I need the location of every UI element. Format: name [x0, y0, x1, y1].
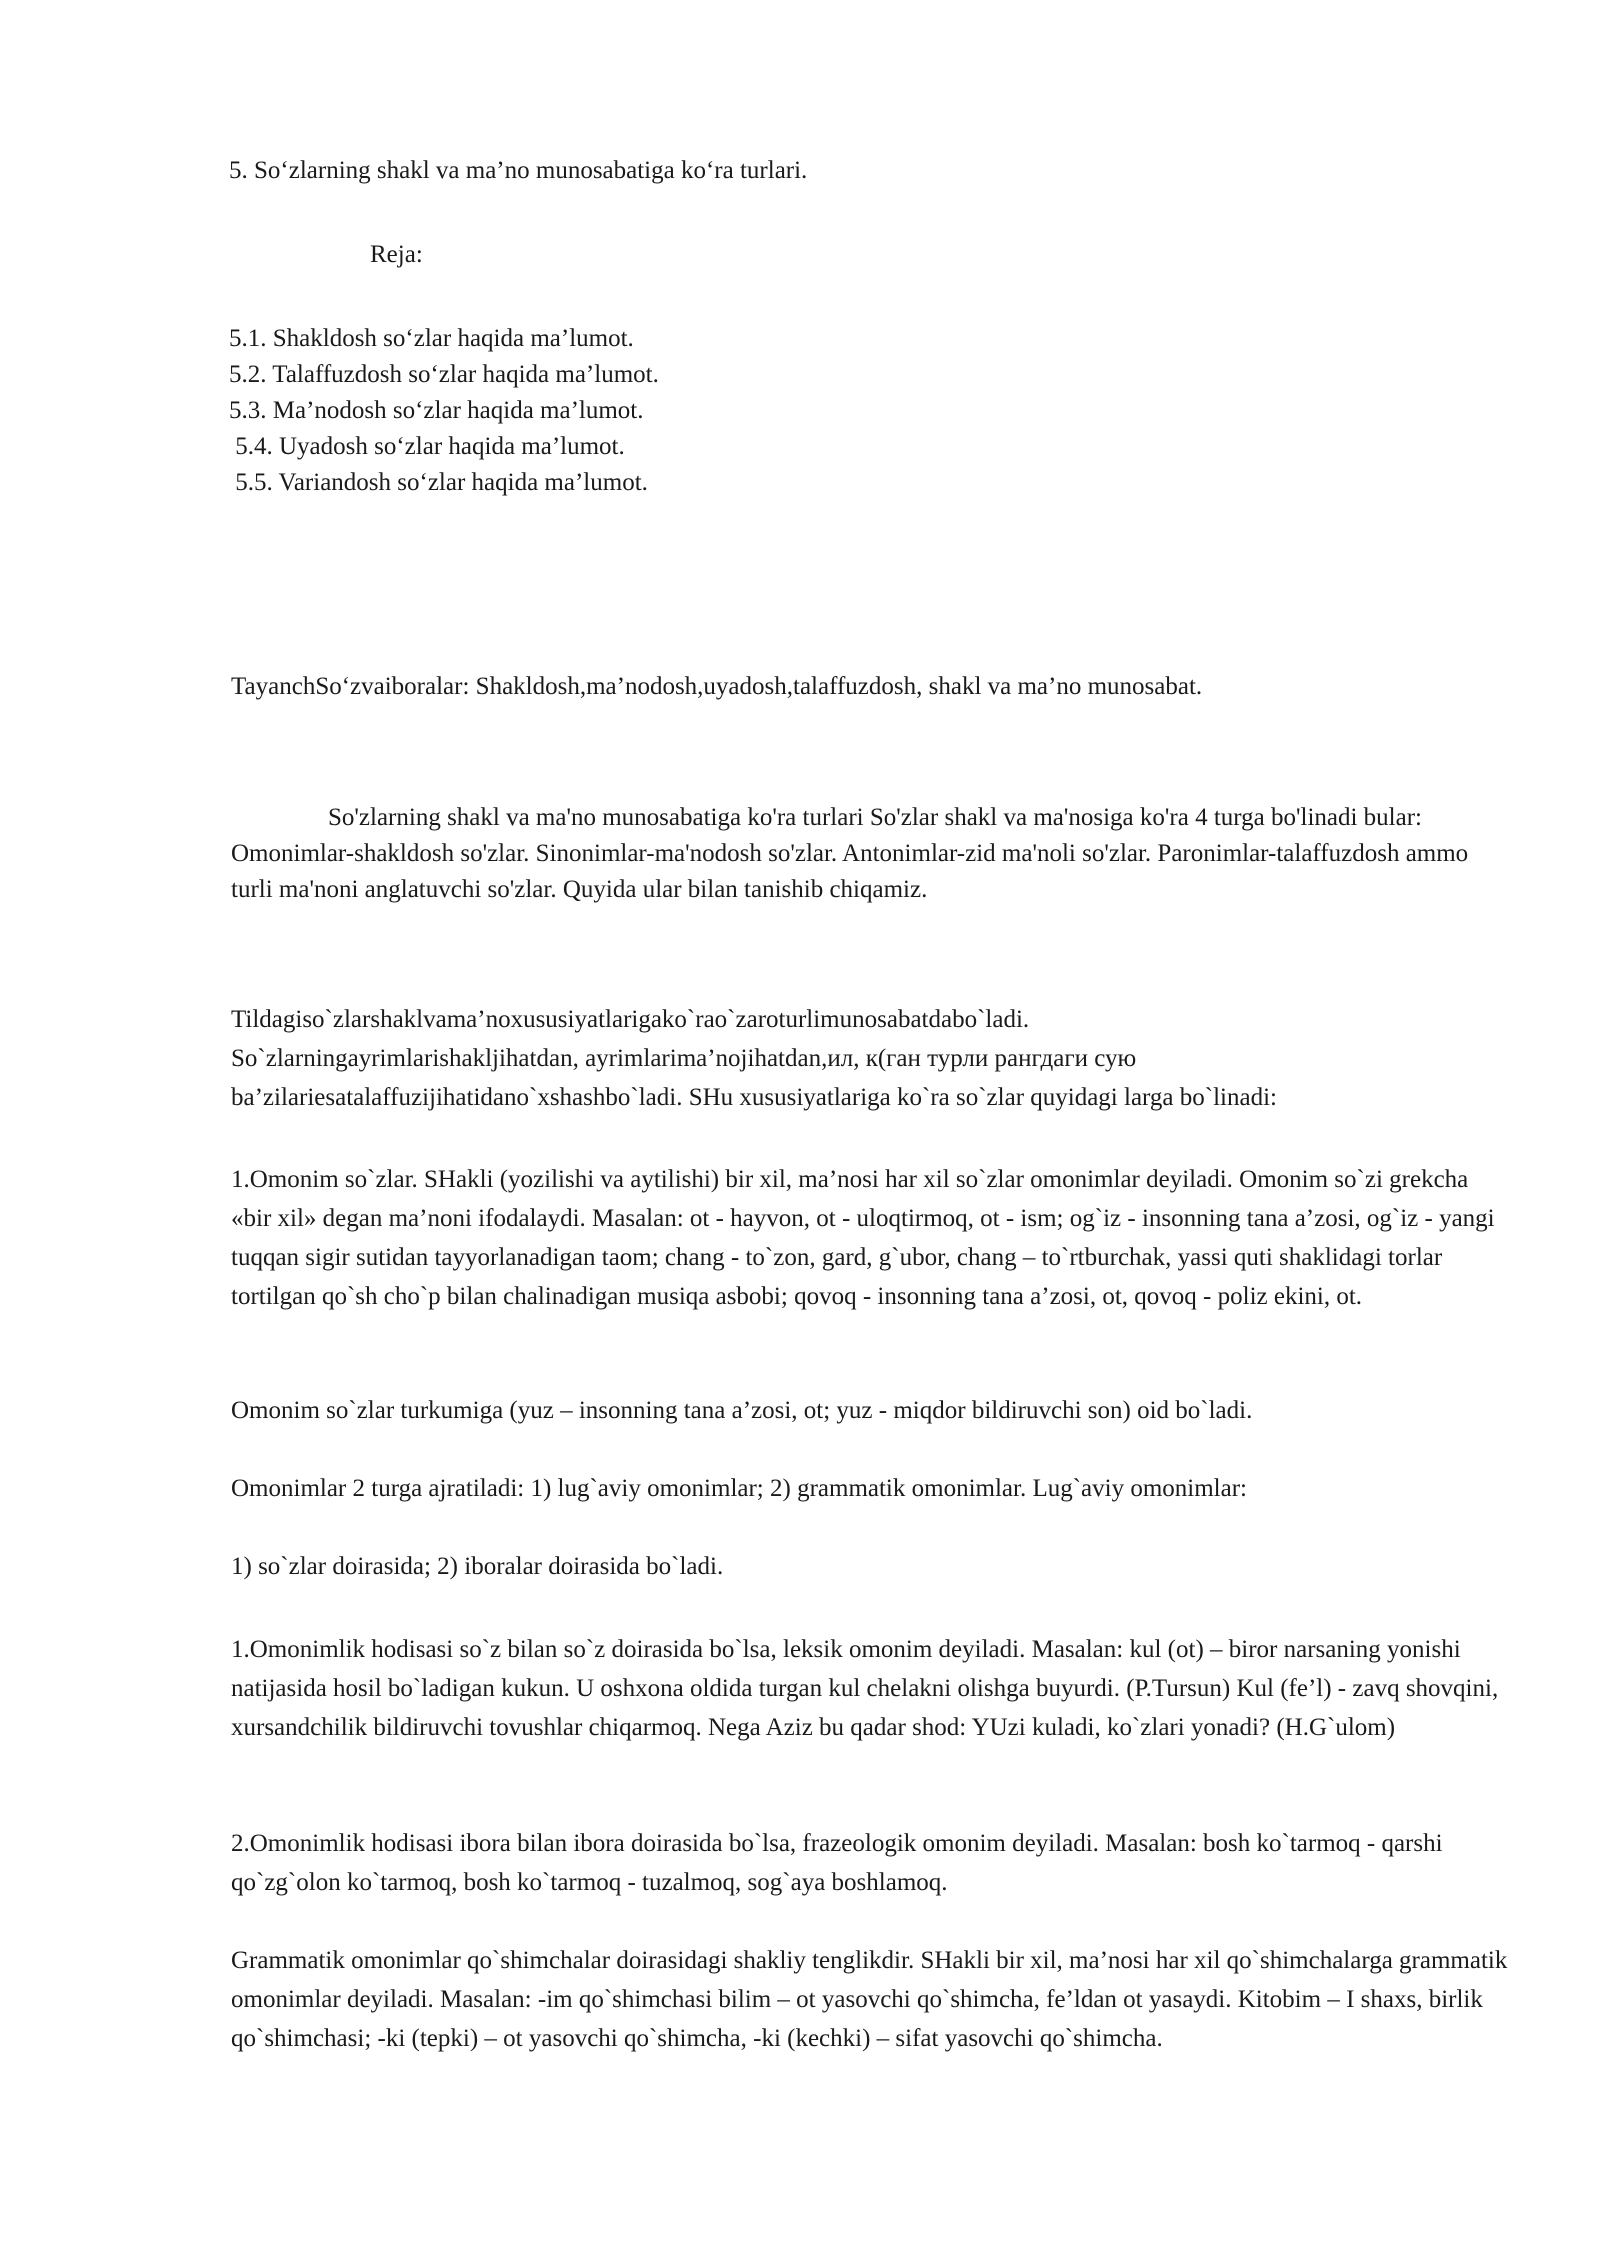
plan-item: 5.3. Ma’nodosh so‘zlar haqida ma’lumot.: [229, 397, 644, 424]
plan-item: 5.1. Shakldosh so‘zlar haqida ma’lumot.: [229, 325, 634, 352]
paragraph-line: ba’zilariesatalaffuzijihatidano`xshashbo`ladi. SHu xususiyatlariga ko`ra so`zlar quyidagi larga bo`linadi:: [231, 1084, 1277, 1111]
paragraph-omonim-category: Omonim so`zlar turkumiga (yuz – insonning tana a’zosi, ot; yuz - miqdor bildiruvchi son) oid bo`ladi.: [231, 1397, 1253, 1424]
plan-item: 5.4. Uyadosh so‘zlar haqida ma’lumot.: [229, 433, 625, 460]
plan-item: 5.5. Variandosh so‘zlar haqida ma’lumot.: [229, 469, 648, 496]
paragraph-omonim-scope: 1) so`zlar doirasida; 2) iboralar doirasida bo`ladi.: [231, 1553, 724, 1580]
keywords-line: TayanchSo‘zvaiboralar: Shakldosh,ma’nodosh,uyadosh,talaffuzdosh, shakl va ma’no munosabat.: [231, 673, 1203, 700]
paragraph-omonim-definition: 1.Omonim so`zlar. SHakli (yozilishi va aytilishi) bir xil, ma’nosi har xil so`zlar omonimlar deyiladi. Omonim so`zi grekcha «bir xil» degan ma’noni ifodalaydi. Masalan: ot - hayvon, ot - uloqtirmoq, ot - ism; og`iz - insonning tana a’zosi, og`iz - yangi tuqqan sigir sutidan tayyorlanadigan taom; chang - to`zon, gard, g`ubor, chang – to`rtburchak, yassi quti shaklidagi torlar tortilgan qo`sh cho`p bilan chalinadigan musiqa asbobi; qovoq - insonning tana a’zosi, ot, qovoq - poliz ekini, ot.: [231, 1166, 1495, 1310]
paragraph-phraseological-omonim: 2.Omonimlik hodisasi ibora bilan ibora doirasida bo`lsa, frazeologik omonim deyiladi. Masalan: bosh ko`tarmoq - qarshi qo`zg`olon ko`tarmoq, bosh ko`tarmoq - tuzalmoq, sog`aya boshlamoq.: [231, 1830, 1443, 1896]
paragraph-omonim-types: Omonimlar 2 turga ajratiladi: 1) lug`aviy omonimlar; 2) grammatik omonimlar. Lug`aviy omonimlar:: [231, 1475, 1247, 1502]
plan-item: 5.2. Talaffuzdosh so‘zlar haqida ma’lumot.: [229, 361, 659, 388]
paragraph-line: So`zlarningayrimlarishakljihatdan, ayrimlarima’nojihatdan,ил, к(ган турли рангдаги сую: [231, 1045, 1137, 1072]
paragraph-grammatical-omonim: Grammatik omonimlar qo`shimchalar doirasidagi shakliy tenglikdir. SHakli bir xil, ma’nosi har xil qo`shimchalarga grammatik omonimlar deyiladi. Masalan: -im qo`shimchasi bilim – ot yasovchi qo`shimcha, fe’ldan ot yasaydi. Kitobim – I shaxs, birlik qo`shimchasi; -ki (tepki) – ot yasovchi qo`shimcha, -ki (kechki) – sifat yasovchi qo`shimcha.: [231, 1947, 1508, 2052]
plan-label: Reja:: [370, 241, 423, 268]
intro-paragraph: So'zlarning shakl va ma'no munosabatiga ko'ra turlari So'zlar shakl va ma'nosiga ko'ra 4 turga bo'linadi bular: Omonimlar-shakldosh so'zlar. Sinonimlar-ma'nodosh so'zlar. Antonimlar-zid ma'noli so'zlar. Paronimlar-talaffuzdosh ammo turli ma'noni anglatuvchi so'zlar. Quyida ular bilan tanishib chiqamiz.: [231, 804, 1469, 903]
paragraph-lexical-omonim: 1.Omonimlik hodisasi so`z bilan so`z doirasida bo`lsa, leksik omonim deyiladi. Masalan: kul (ot) – biror narsaning yonishi natijasida hosil bo`ladigan kukun. U oshxona oldida turgan kul chelakni olishga buyurdi. (P.Tursun) Kul (fe’l) - zavq shovqini, xursandchilik bildiruvchi tovushlar chiqarmoq. Nega Aziz bu qadar shod: YUzi kuladi, ko`zlari yonadi? (H.G`ulom): [231, 1636, 1499, 1741]
paragraph-line: Tildagiso`zlarshaklvama’noxususiyatlarigako`rao`zaroturlimunosabatdabo`ladi.: [231, 1006, 1030, 1033]
section-heading: 5. So‘zlarning shakl va ma’no munosabatiga ko‘ra turlari.: [229, 157, 808, 184]
